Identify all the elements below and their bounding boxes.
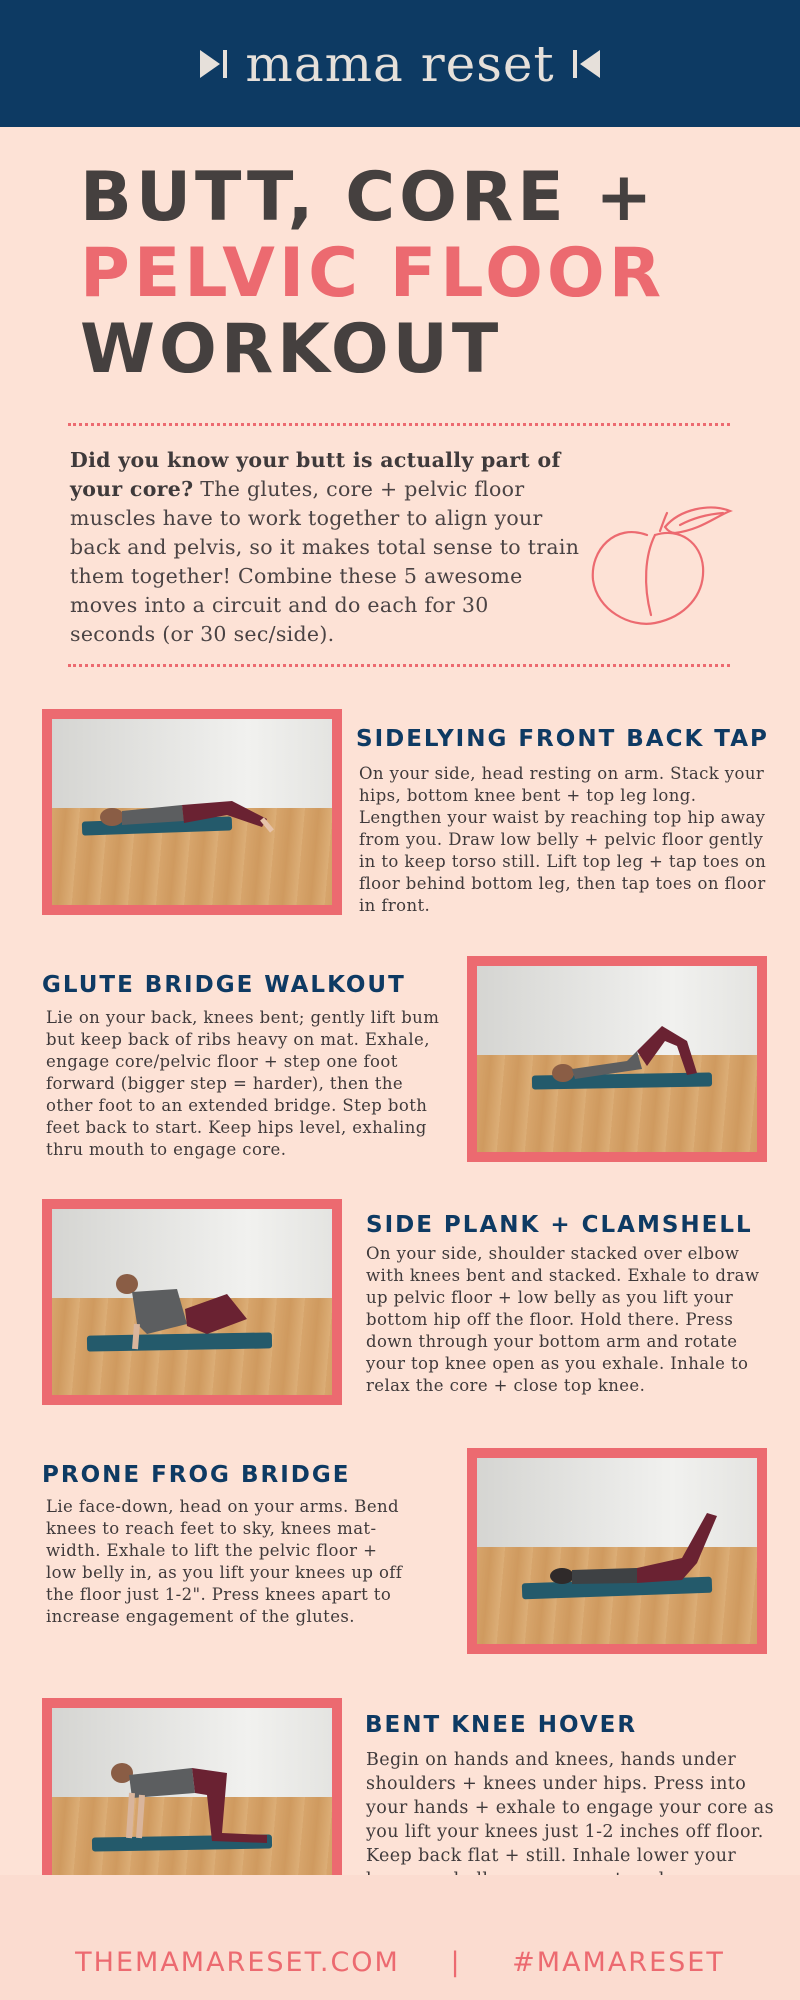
brand-logo — [200, 34, 599, 93]
exercise-photo-3 — [42, 1199, 342, 1405]
exercise-photo-4 — [467, 1448, 767, 1654]
exercise-desc-1: On your side, head resting on arm. Stack your hips, bottom knee bent + top leg long. Lengthen your waist by reaching top hip away from you. Draw low belly + pelvic floor gently in to keep torso still. Lift top leg + tap toes on floor behind bottom leg, then tap toes on floor in front. — [359, 764, 767, 915]
footer-divider: | — [450, 1947, 462, 1978]
exercise-photo-5 — [42, 1698, 342, 1904]
page-title — [80, 160, 665, 388]
title-line-2: PELVIC FLOOR — [80, 234, 666, 313]
exercise-desc-4: Lie face-down, head on your arms. Bend knees to reach feet to sky, knees mat-width. Exhale to lift the pelvic floor + low belly in, as you lift your knees up off the floor just 1-2". Press knees apart to increase engagement of the glutes. — [46, 1497, 403, 1626]
exercise-desc-3: On your side, shoulder stacked over elbow with knees bent and stacked. Exhale to draw up pelvic floor + low belly as you lift your bottom hip off the floor. Hold there. Press down through your bottom arm and rotate your top knee open as you exhale. Inhale to relax the core + close top knee. — [366, 1244, 760, 1395]
footer-hashtag: #MAMARESET — [512, 1947, 725, 1978]
exercise-title-5: BENT KNEE HOVER — [365, 1712, 638, 1738]
header-banner — [0, 0, 800, 127]
footer-website-link[interactable]: THEMAMARESET.COM — [75, 1947, 400, 1978]
exercise-title-2: GLUTE BRIDGE WALKOUT — [42, 972, 406, 998]
dotted-divider-top — [68, 423, 730, 426]
photo-prone-frog — [477, 1458, 757, 1644]
intro-lead: Did you know your butt is actually part of your core? — [70, 448, 561, 501]
title-line-3: WORKOUT — [80, 310, 503, 389]
exercise-photo-1 — [42, 709, 342, 915]
exercise-title-1: SIDELYING FRONT BACK TAP — [356, 726, 769, 752]
title-line-1: BUTT, CORE + — [80, 158, 657, 237]
exercise-title-4: PRONE FROG BRIDGE — [42, 1462, 351, 1488]
exercise-title-3: SIDE PLANK + CLAMSHELL — [366, 1212, 753, 1238]
skip-forward-icon — [200, 50, 227, 78]
intro-body: The glutes, core + pelvic floor muscles have to work together to align your back and pelvis, so it makes total sense to train them together! Combine these 5 awesome moves into a circuit and do each for 30 seconds (or 30 sec/side). — [70, 477, 580, 646]
intro-paragraph — [70, 446, 580, 649]
photo-bent-knee-hover — [52, 1708, 332, 1894]
dotted-divider-bottom — [68, 664, 730, 667]
footer-band — [0, 1875, 800, 2000]
exercise-photo-2 — [467, 956, 767, 1162]
photo-sidelying-tap — [52, 719, 332, 905]
photo-side-plank — [52, 1209, 332, 1395]
skip-back-icon — [573, 50, 600, 78]
photo-glute-bridge — [477, 966, 757, 1152]
exercise-desc-5: Begin on hands and knees, hands under shoulders + knees under hips. Press into your hands + exhale to engage your core as you lift your knees just 1-2 inches off floor. Keep back flat + still. Inhale lower your — [366, 1750, 774, 1866]
footer — [0, 1947, 800, 1978]
exercise-desc-2: Lie on your back, knees bent; gently lift bum but keep back of ribs heavy on mat. Exhale, engage core/pelvic floor + step one foot forward (bigger step = harder), then the other foot to an extended bridge. Step both feet back to start. Keep hips level, exhaling thru mouth to engage core. — [46, 1008, 440, 1159]
brand-name: mama reset — [245, 34, 555, 93]
peach-icon — [585, 505, 735, 630]
